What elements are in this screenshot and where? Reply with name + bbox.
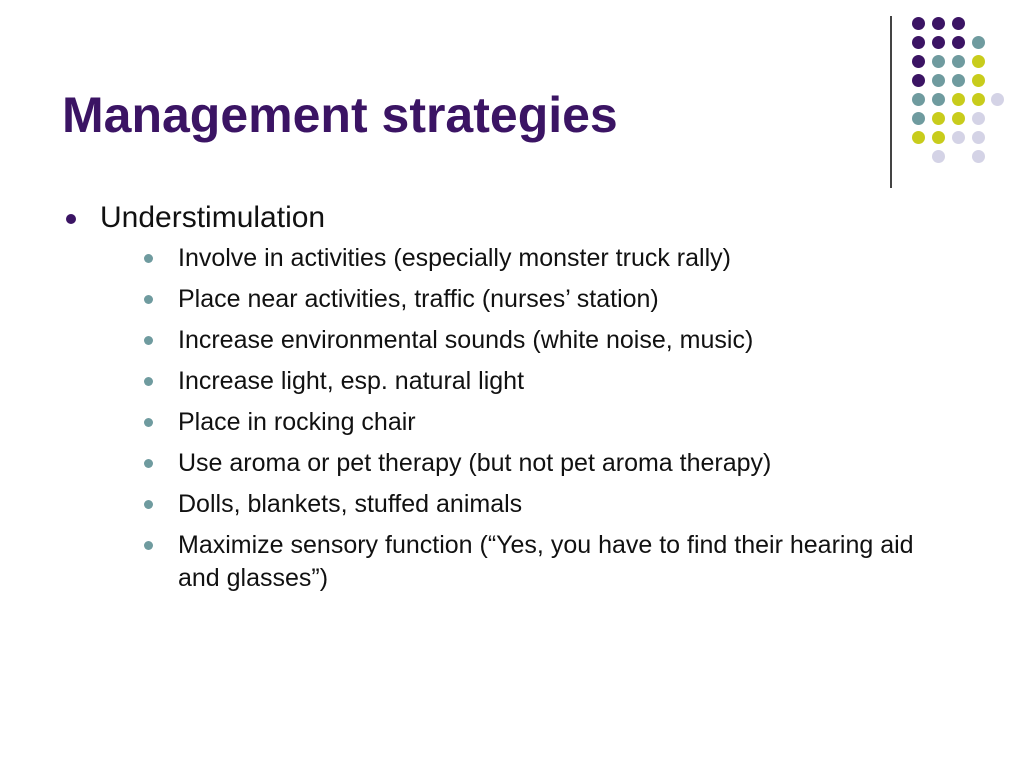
sub-bullet-item bbox=[100, 447, 962, 480]
decorative-dot bbox=[972, 36, 985, 49]
decorative-dot bbox=[912, 74, 925, 87]
sub-bullet-text: Involve in activities (especially monster truck rally) bbox=[178, 244, 731, 272]
decorative-dot bbox=[952, 36, 965, 49]
bullet-list bbox=[62, 198, 962, 603]
decorative-dot bbox=[991, 93, 1004, 106]
sub-bullet-item bbox=[100, 324, 962, 357]
sub-bullet-dot-icon bbox=[144, 418, 153, 427]
sub-bullet-item bbox=[100, 365, 962, 398]
decorative-dot bbox=[912, 55, 925, 68]
sub-bullet-item bbox=[100, 242, 962, 275]
sub-bullet-dot-icon bbox=[144, 541, 153, 550]
sub-bullet-text: Increase light, esp. natural light bbox=[178, 367, 525, 395]
decorative-dot bbox=[932, 131, 945, 144]
sub-bullet-item bbox=[100, 406, 962, 439]
decorative-dot bbox=[932, 74, 945, 87]
sub-bullet-list bbox=[100, 242, 962, 595]
sub-bullet-dot-icon bbox=[144, 500, 153, 509]
slide-title: Management strategies bbox=[62, 87, 618, 143]
decorative-dot bbox=[912, 36, 925, 49]
sub-bullet-text: Place near activities, traffic (nurses’ station) bbox=[178, 285, 659, 313]
decorative-dot bbox=[932, 36, 945, 49]
decorative-dot bbox=[952, 131, 965, 144]
decorative-dot bbox=[912, 93, 925, 106]
decorative-dot bbox=[972, 131, 985, 144]
decorative-dot bbox=[952, 112, 965, 125]
vertical-divider-line bbox=[890, 16, 892, 188]
decorative-dot bbox=[972, 74, 985, 87]
decorative-dot bbox=[952, 74, 965, 87]
sub-bullet-dot-icon bbox=[144, 295, 153, 304]
sub-bullet-item bbox=[100, 529, 962, 595]
decorative-dot bbox=[932, 93, 945, 106]
bullet-item-level1 bbox=[62, 198, 962, 595]
sub-bullet-text: Maximize sensory function (“Yes, you have to find their hearing aid and glasses”) bbox=[178, 531, 914, 592]
sub-bullet-text: Dolls, blankets, stuffed animals bbox=[178, 490, 523, 518]
bullet-text: Understimulation bbox=[100, 201, 326, 234]
decorative-dot bbox=[952, 55, 965, 68]
sub-bullet-dot-icon bbox=[144, 377, 153, 386]
sub-bullet-dot-icon bbox=[144, 459, 153, 468]
decorative-dot bbox=[952, 17, 965, 30]
sub-bullet-text: Place in rocking chair bbox=[178, 408, 416, 436]
decorative-dot bbox=[912, 112, 925, 125]
sub-bullet-text: Use aroma or pet therapy (but not pet aroma therapy) bbox=[178, 449, 772, 477]
decorative-dot bbox=[932, 112, 945, 125]
decorative-dot bbox=[972, 112, 985, 125]
decorative-dot bbox=[972, 55, 985, 68]
decorative-dot bbox=[972, 150, 985, 163]
sub-bullet-dot-icon bbox=[144, 254, 153, 263]
decorative-dot bbox=[952, 93, 965, 106]
decorative-dot bbox=[912, 17, 925, 30]
bullet-dot-icon bbox=[66, 214, 76, 224]
decorative-dot bbox=[932, 55, 945, 68]
decorative-dot bbox=[912, 131, 925, 144]
decorative-dot bbox=[932, 150, 945, 163]
decorative-dot bbox=[972, 93, 985, 106]
sub-bullet-dot-icon bbox=[144, 336, 153, 345]
sub-bullet-item bbox=[100, 283, 962, 316]
sub-bullet-text: Increase environmental sounds (white noise, music) bbox=[178, 326, 754, 354]
sub-bullet-item bbox=[100, 488, 962, 521]
decorative-dot bbox=[932, 17, 945, 30]
